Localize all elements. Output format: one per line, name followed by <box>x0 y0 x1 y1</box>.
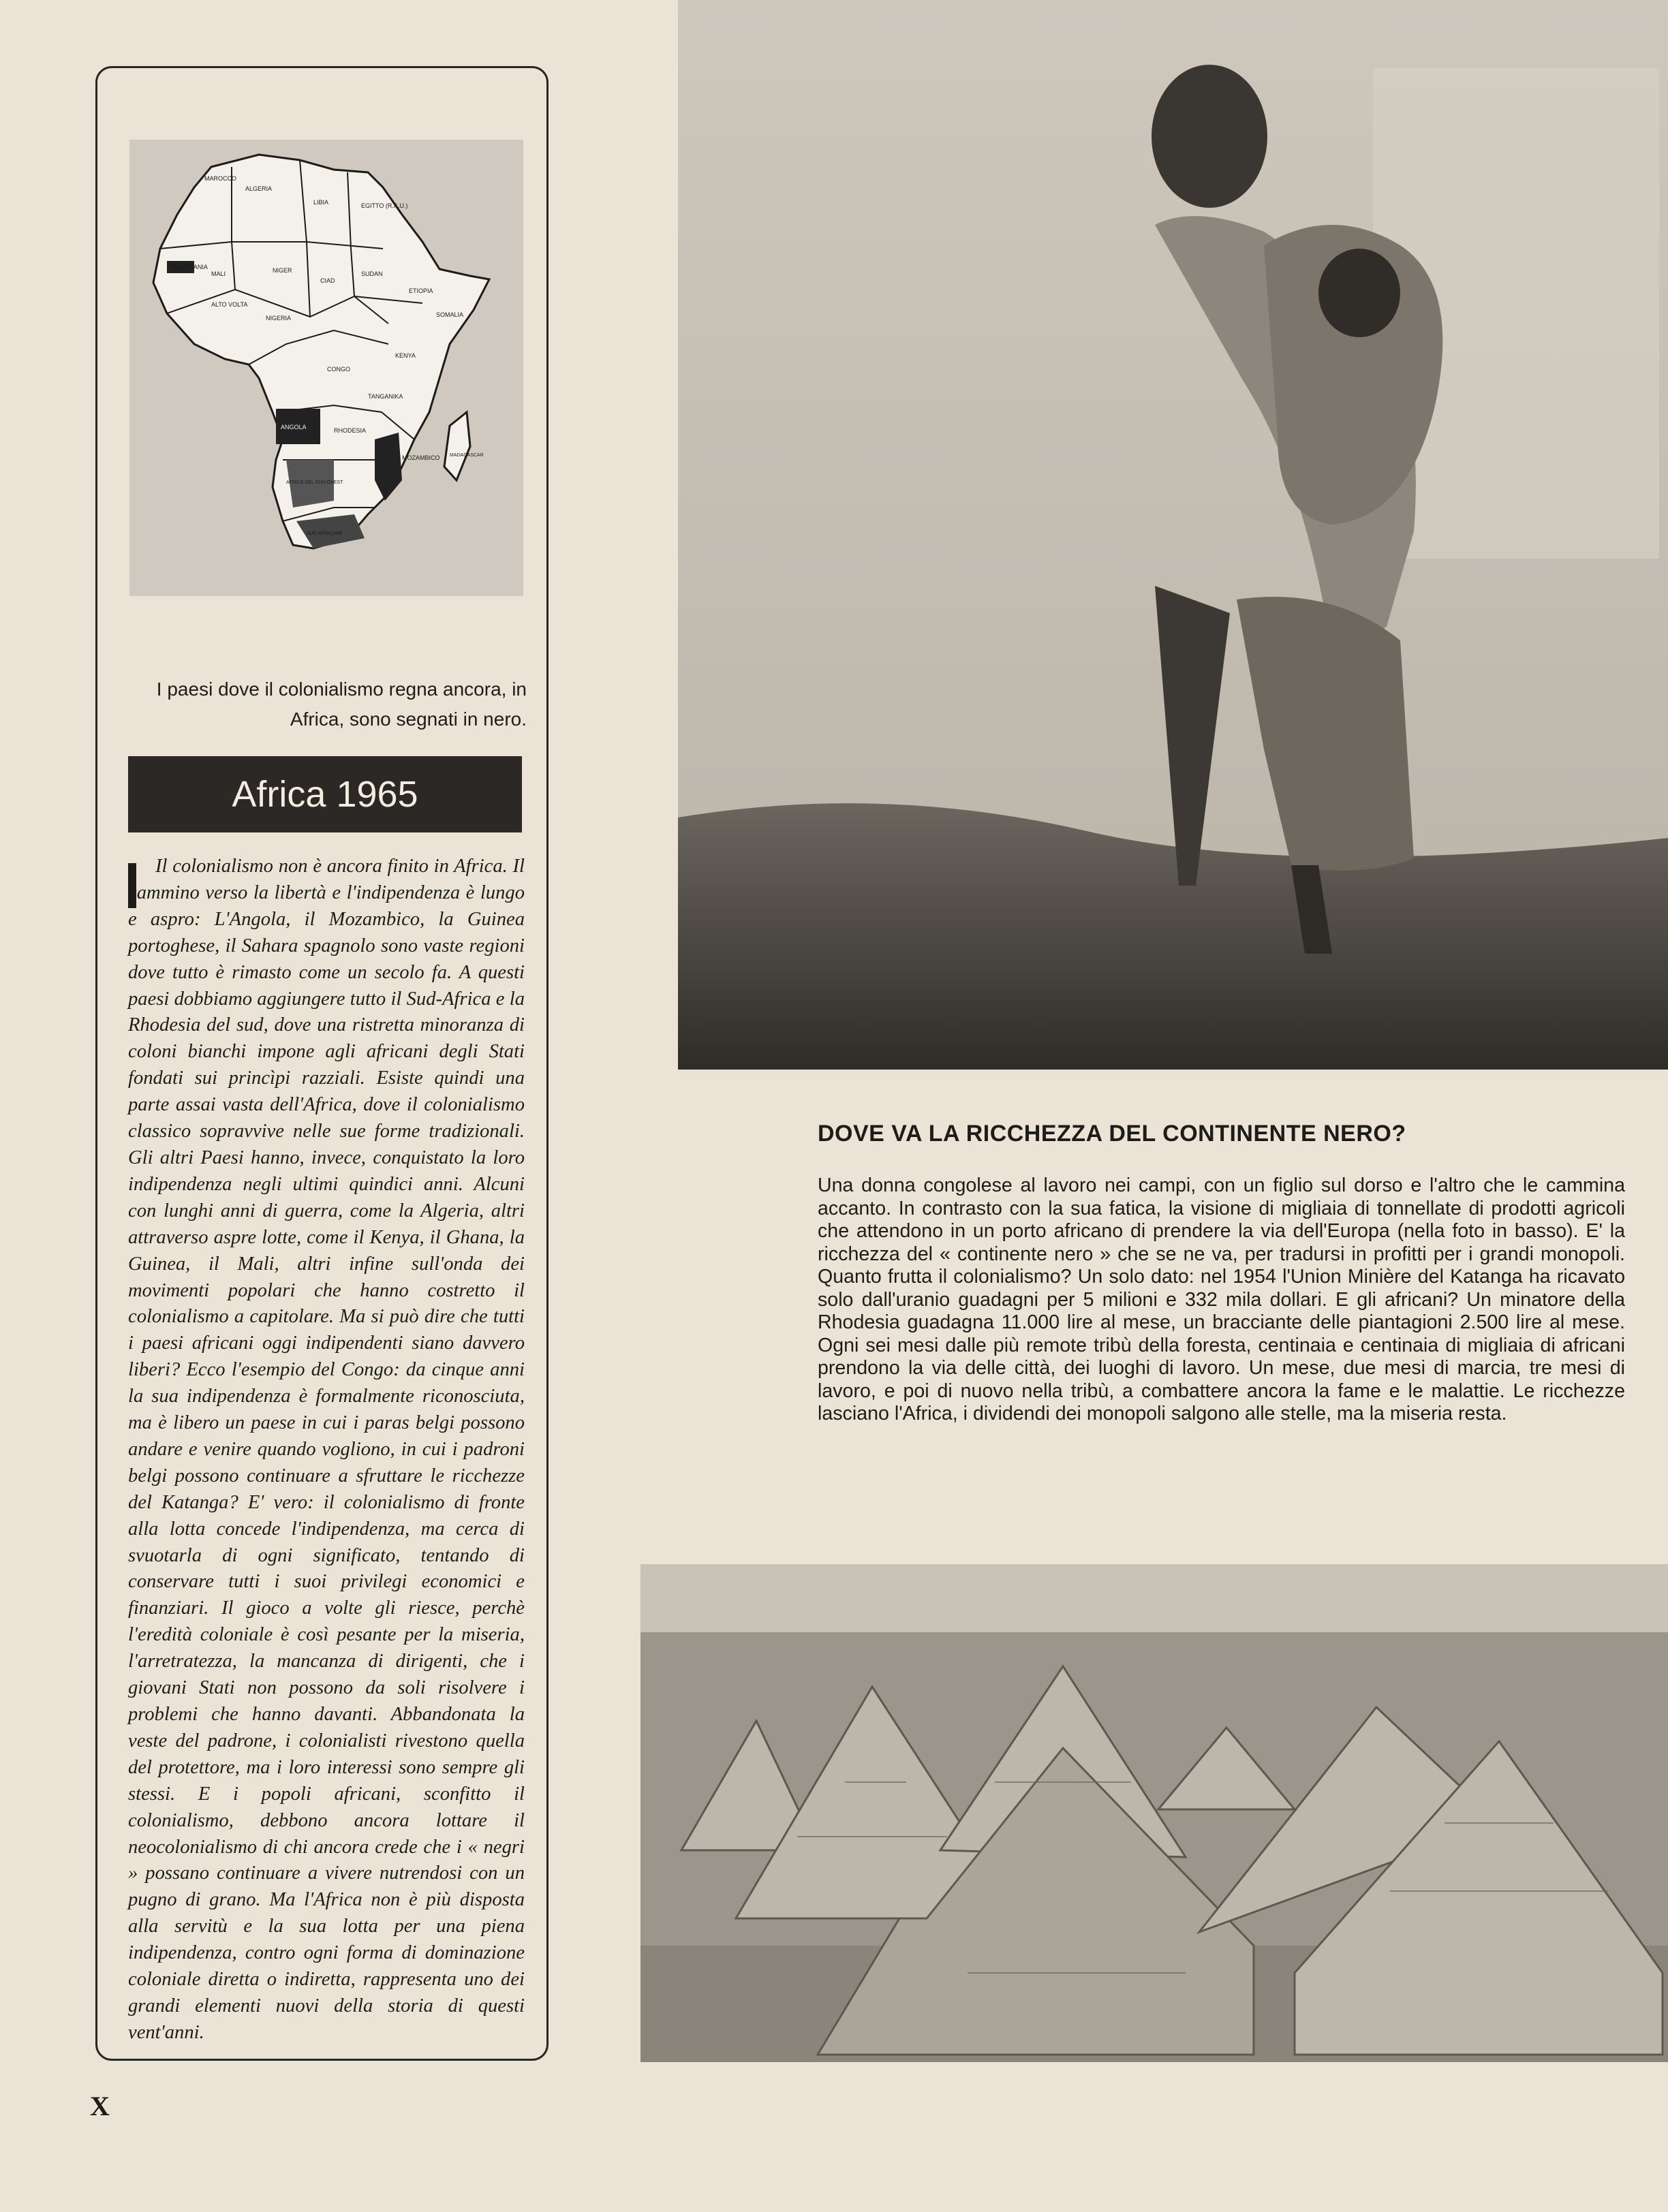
map-label-19: SUD-AFRICANE <box>307 531 343 536</box>
map-label-7: CIAD <box>320 277 335 284</box>
africa-map <box>129 140 523 596</box>
page-number: X <box>90 2091 110 2121</box>
africa-map-graphic <box>129 140 523 596</box>
map-label-13: KENYA <box>395 352 416 359</box>
map-label-14: TANGANIKA <box>368 393 403 400</box>
map-label-18: AFRICA DEL SUD-OVEST <box>286 480 343 485</box>
map-label-0: MAROCCO <box>204 175 236 182</box>
sack-pyramids-photo-graphic <box>640 1564 1668 2062</box>
map-label-11: NIGERIA <box>266 315 292 322</box>
map-label-9: ETIOPIA <box>409 287 433 294</box>
article-body: Una donna congolese al lavoro nei campi, con un figlio sul dorso e l'altro che le cammina accanto. In contrasto con la sua fatica, la visione di migliaia di tonnellate di prodotti agricoli che attendono in un porto africano di prendere la via dell'Europa (nella foto in basso). E' la ricchezza del « continente nero » che se ne va, per tradursi in profitti per i grandi monopoli. Quanto frutta il colonialismo? Un solo dato: nel 1954 l'Union Minière del Katanga ha ricavato solo dall'uranio guadagni per 5 milioni e 332 mila dollari. E gli africani? Un minatore della Rhodesia guadagna 11.000 lire al mese, un bracciante delle piantagioni 2.500 lire al mese. Ogni sei mesi dalle più remote tribù della foresta, centinaia e centinaia di migliaia di africani prendono la via delle città, dei luoghi di lavoro. Un mese, due mesi di marcia, tre mesi di lavoro, e poi di nuovo nella tribù, a combattere ancora la fame e le malattie. Le ricchezze lasciano l'Africa, i dividendi dei monopoli salgono alle stelle, ma la miseria resta. <box>818 1174 1625 1424</box>
woman-field-photo-graphic <box>678 0 1668 1070</box>
map-label-5: MALI <box>211 270 226 277</box>
map-label-3: EGITTO (R.A.U.) <box>361 202 408 209</box>
sidebar-essay: Il colonialismo non è ancora finito in Africa. Il cammino verso la libertà e l'indipendenza è lungo e aspro: L'Angola, il Mozambico, la Guinea portoghese, il Sahara spagnolo sono vaste regioni dove tutto è rimasto come un secolo fa. A questi paesi dobbiamo aggiungere tutto il Sud-Africa e la Rhodesia del sud, dove una ristretta minoranza di coloni bianchi impone agli africani degli Stati fondati sui princìpi razziali. Esiste quindi una parte assai vasta dell'Africa, dove il colonialismo classico sopravvive nelle sue forme tradizionali. Gli altri Paesi hanno, invece, conquistato la loro indipendenza negli ultimi quindici anni. Alcuni con lunghi anni di guerra, come la Algeria, altri attraverso aspre lotte, come il Kenya, il Ghana, la Guinea, il Mali, altri infine sull'onda dei movimenti popolari che hanno costretto il colonialismo a capitolare. Ma si può dire che tutti i paesi africani oggi indipendenti siano davvero liberi? Ecco l'esempio del Congo: da cinque anni la sua indipendenza è formalmente riconosciuta, ma è libero un paese in cui i paras belgi possono andare e venire quando vogliono, in cui i padroni belgi possono continuare a sfruttare le ricchezze del Katanga? E' vero: il colonialismo di fronte alla lotta concede l'indipendenza, ma cerca di svuotarla di ogni significato, tentando di conservare tutti i suoi privilegi economici e finanziari. Il gioco a volte gli riesce, perchè l'eredità coloniale è così pesante per la miseria, l'arretratezza, la mancanza di dirigenti, che i giovani Stati non possono da soli risolvere i problemi che hanno davanti. Abbandonata la veste del padrone, i colonialisti rivestono quella del protettore, ma i loro interessi sono sempre gli stessi. E i popoli africani, sconfitto il colonialismo, debbono ancora lottare il neocolonialismo di chi ancora crede che i « negri » possano continuare a vivere nutrendosi con un pugno di grano. Ma l'Africa non è più disposta alla servitù e la sua lotta per una piena indipendenza, contro ogni forma di dominazione coloniale diretta o indiretta, rappresenta uno dei grandi elementi nuovi della storia di questi vent'anni. <box>128 856 525 2043</box>
map-label-2: LIBIA <box>313 199 329 206</box>
map-label-12: CONGO <box>327 366 351 373</box>
sidebar-title: Africa 1965 <box>128 756 522 832</box>
article-headline: DOVE VA LA RICCHEZZA DEL CONTINENTE NERO? <box>818 1121 1406 1147</box>
map-label-1: ALGERIA <box>245 185 273 192</box>
map-label-15: ANGOLA <box>281 424 307 431</box>
map-label-10: ALTO VOLTA <box>211 301 248 308</box>
woman-field-photo <box>678 0 1668 1070</box>
map-label-21: SOMALIA <box>436 311 464 318</box>
sack-pyramids-photo <box>640 1564 1668 2062</box>
map-caption: I paesi dove il colonialismo regna ancora, in Africa, sono segnati in nero. <box>156 679 527 730</box>
map-label-20: MADAGASCAR <box>450 453 484 458</box>
map-label-4: MAURITANIA <box>170 264 208 270</box>
map-label-6: NIGER <box>273 267 292 274</box>
map-label-8: SUDAN <box>361 270 383 277</box>
map-label-16: RHODESIA <box>334 427 367 434</box>
map-label-17: MOZAMBICO <box>402 454 440 461</box>
